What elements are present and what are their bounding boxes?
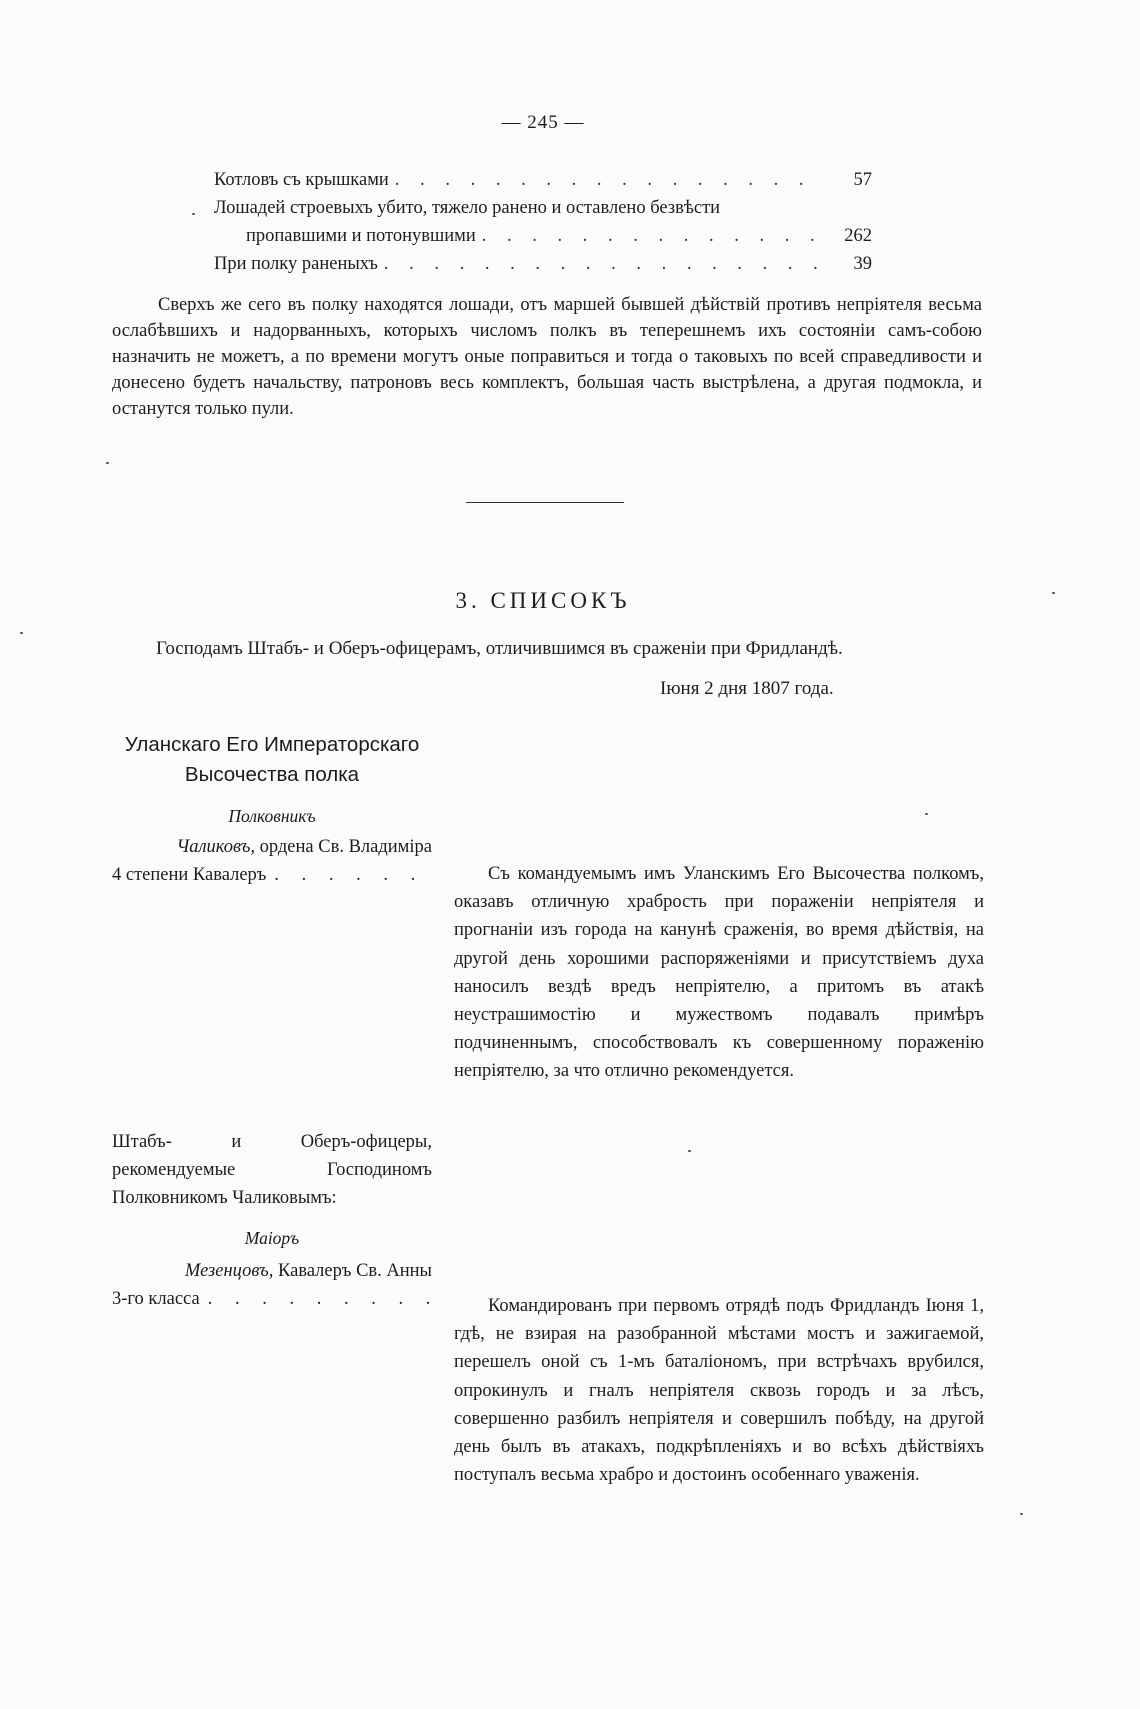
entry-name: Чаликовъ, xyxy=(176,837,256,857)
entry-award-line xyxy=(112,1285,432,1313)
inventory-row xyxy=(214,194,872,222)
section-divider xyxy=(466,502,624,503)
inventory-value: 39 xyxy=(853,254,872,274)
inventory-label: При полку раненыхъ xyxy=(214,254,378,274)
scan-speck xyxy=(20,632,23,634)
entry-name-line xyxy=(112,833,432,861)
inventory-list xyxy=(214,166,872,278)
entry-description: Съ командуемымъ имъ Уланскимъ Его Высочества полкомъ, оказавъ отличную храбрость при пораженіи непріятеля и прогнаніи изъ города на канунѣ сраженія, во время дѣйствія, на другой день хорошими распоряженіями и присутствіемъ духа наносилъ вездѣ вредъ непріятелю, а притомъ въ атакѣ неустрашимостію и мужествомъ подавалъ примѣръ подчиненнымъ, способствовалъ къ совершенному пораженію непріятелю, за что отлично рекомендуется. xyxy=(454,864,984,1082)
inventory-label: Лошадей строевыхъ убито, тяжело ранено и оставлено безвѣсти xyxy=(214,198,721,218)
section-heading: 3. СПИСОКЪ xyxy=(455,588,631,613)
inventory-value: 262 xyxy=(844,226,872,246)
scan-speck xyxy=(925,813,928,815)
scan-speck xyxy=(688,1150,691,1152)
entry-description: Командированъ при первомъ отрядѣ подъ Фридландъ Іюня 1, гдѣ, не взирая на разобранной мѣстами мостъ и зажигаемой, перешелъ оной съ 1-мъ баталіономъ, при встрѣчахъ врубился, опрокинулъ и гналъ непріятеля сквозь городъ и за лѣсъ, совершенно разбилъ непріятеля и совершилъ побѣду, на другой день былъ въ атакахъ, подкрѣпленіяхъ и во всѣхъ дѣйствіяхъ поступалъ весьма храбро и достоинъ особеннаго уваженія. xyxy=(454,1296,984,1486)
dot-leader xyxy=(200,1285,432,1313)
dot-leader xyxy=(378,250,820,278)
inventory-label-continuation: пропавшими и потонувшими xyxy=(246,226,476,246)
inventory-value: 57 xyxy=(853,170,872,190)
inventory-row xyxy=(214,222,872,250)
scan-speck xyxy=(106,462,109,464)
entry-award: ордена Св. Владиміра xyxy=(259,837,432,857)
entry-award: Кавалеръ Св. Анны xyxy=(278,1261,432,1281)
page-number: — 245 — xyxy=(501,112,585,133)
scan-speck xyxy=(1020,1513,1023,1515)
scan-speck xyxy=(1052,592,1055,594)
entry-rank: Полковникъ xyxy=(228,806,316,826)
dot-leader xyxy=(389,166,820,194)
dot-leader xyxy=(476,222,820,250)
entry-name: Мезенцовъ, xyxy=(184,1261,274,1281)
entry-left xyxy=(112,1228,432,1313)
section-subheading: Господамъ Штабъ- и Оберъ-офицерамъ, отличившимся въ сраженіи при Фридландѣ. xyxy=(156,638,843,659)
entry-name-line xyxy=(112,1257,432,1285)
dot-leader xyxy=(266,861,432,889)
section-date: Іюня 2 дня 1807 года. xyxy=(660,678,834,699)
entry-rank: Маіоръ xyxy=(244,1228,300,1248)
recommended-note: Штабъ- и Оберъ-офицеры, рекомендуемые Господиномъ Полковникомъ Чаликовымъ: xyxy=(112,1132,432,1208)
entry-award-line xyxy=(112,861,432,889)
entry-award-cont: 4 степени Кавалеръ xyxy=(112,865,267,885)
inventory-row xyxy=(214,250,872,278)
body-paragraph: Сверхъ же сего въ полку находятся лошади, отъ маршей бывшей дѣйствій противъ непріятеля весьма ослабѣвшихъ и надорванныхъ, которыхъ числомъ полкъ въ теперешнемъ ихъ состояніи самъ-собою назначить не можетъ, а по времени могутъ оные поправиться и тогда о таковыхъ по всей справедливости и донесено будетъ начальству, патроновъ весь комплектъ, большая часть выстрѣлена, а другая подмокла, и останутся только пули. xyxy=(112,295,982,419)
entry-award-cont: 3-го класса xyxy=(112,1289,200,1309)
entry-left xyxy=(112,806,432,889)
scan-speck xyxy=(192,213,195,215)
inventory-label: Котловъ съ крышками xyxy=(214,170,389,190)
regiment-title: Уланскаго Его Императорскаго Высочества полка xyxy=(124,733,420,786)
inventory-row xyxy=(214,166,872,194)
